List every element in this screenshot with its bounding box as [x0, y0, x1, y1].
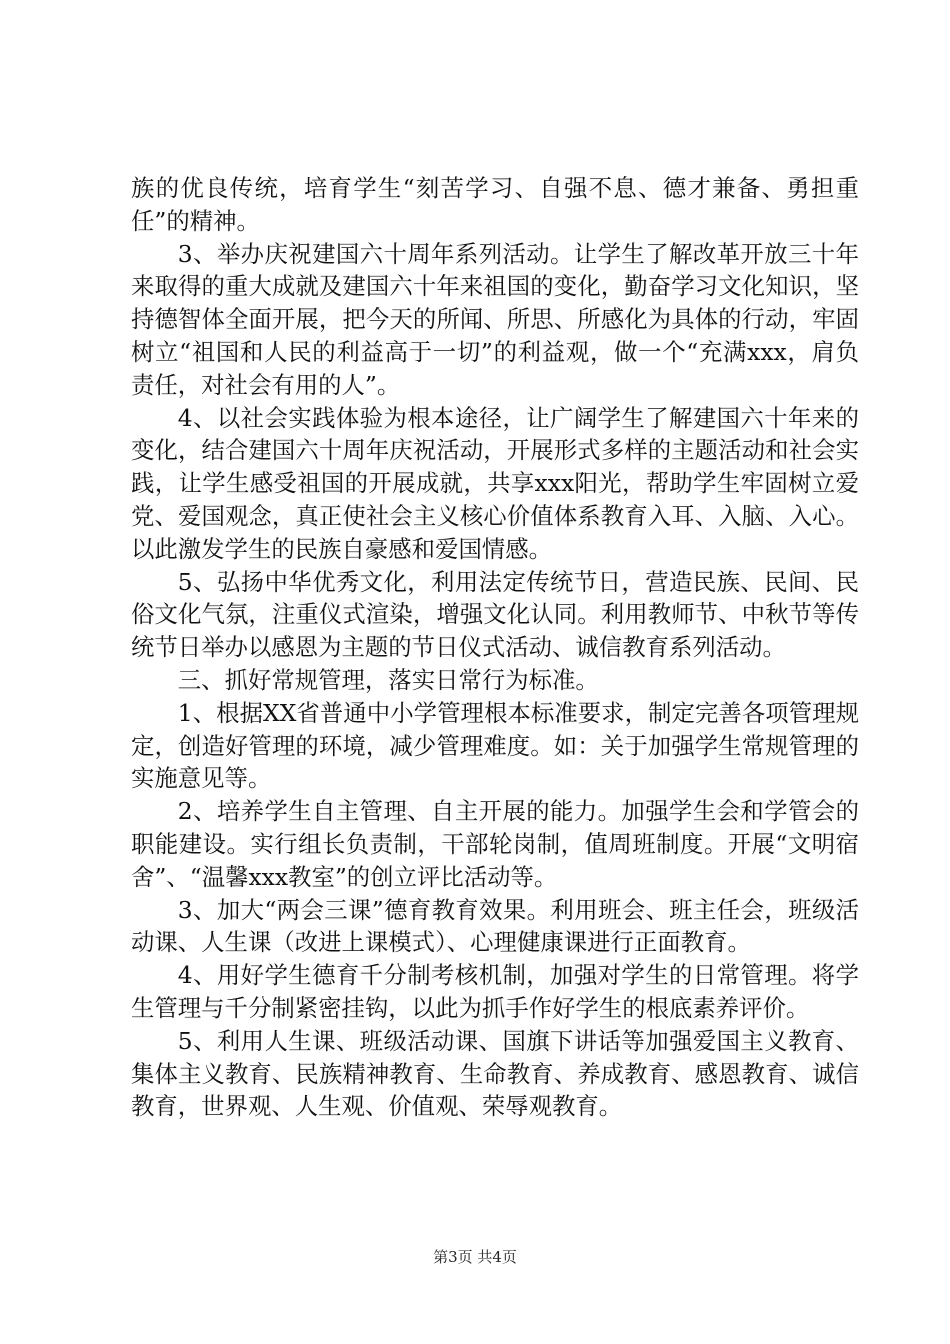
paragraph-8: 4、用好学生德育千分制考核机制，加强对学生的日常管理。将学生管理与千分制紧密挂钩，以此为抓手作好学生的根底素养评价。	[131, 961, 859, 1022]
section-heading-3: 三、抓好常规管理，落实日常行为标准。	[177, 665, 599, 694]
paragraph-3: 4、以社会实践体验为根本途径，让广阔学生了解建国六十年来的变化，结合建国六十周年庆祝活动，开展形式多样的主题活动和社会实践，让学生感受祖国的开展成就，共享xxx阳光，帮助学生牢固树立爱党、爱国观念，真正使社会主义核心价值体系教育入耳、入脑、入心。以此激发学生的民族自豪感和爱国情感。	[131, 403, 859, 563]
page-number-footer: 第3页 共4页	[433, 1248, 517, 1266]
paragraph-9: 5、利用人生课、班级活动课、国旗下讲话等加强爱国主义教育、集体主义教育、民族精神教育、生命教育、养成教育、感恩教育、诚信教育，世界观、人生观、价值观、荣辱观教育。	[131, 1026, 859, 1121]
paragraph-7: 3、加大“两会三课”德育教育效果。利用班会、班主任会，班级活动课、人生课（改进上课模式）、心理健康课进行正面教育。	[131, 895, 859, 957]
paragraph-2: 3、举办庆祝建国六十周年系列活动。让学生了解改革开放三十年来取得的重大成就及建国六十年来祖国的变化，勤奋学习文化知识，坚持德智体全面开展，把今天的所闻、所思、所感化为具体的行动，牢固树立“祖国和人民的利益高于一切”的利益观，做一个“充满xxx，肩负责任，对社会有用的人”。	[131, 239, 859, 399]
paragraph-4: 5、弘扬中华优秀文化，利用法定传统节日，营造民族、民间、民俗文化气氛，注重仪式渲染，增强文化认同。利用教师节、中秋节等传统节日举办以感恩为主题的节日仪式活动、诚信教育系列活动。	[131, 567, 859, 662]
paragraph-5: 1、根据XX省普通中小学管理根本标准要求，制定完善各项管理规定，创造好管理的环境，减少管理难度。如：关于加强学生常规管理的实施意见等。	[131, 698, 859, 793]
document-body	[131, 172, 859, 1123]
paragraph-6: 2、培养学生自主管理、自主开展的能力。加强学生会和学管会的职能建设。实行组长负责制，干部轮岗制，值周班制度。开展“文明宿舍”、“温馨xxx教室”的创立评比活动等。	[131, 797, 859, 891]
paragraph-1: 族的优良传统，培育学生“刻苦学习、自强不息、德才兼备、勇担重任”的精神。	[131, 174, 859, 235]
